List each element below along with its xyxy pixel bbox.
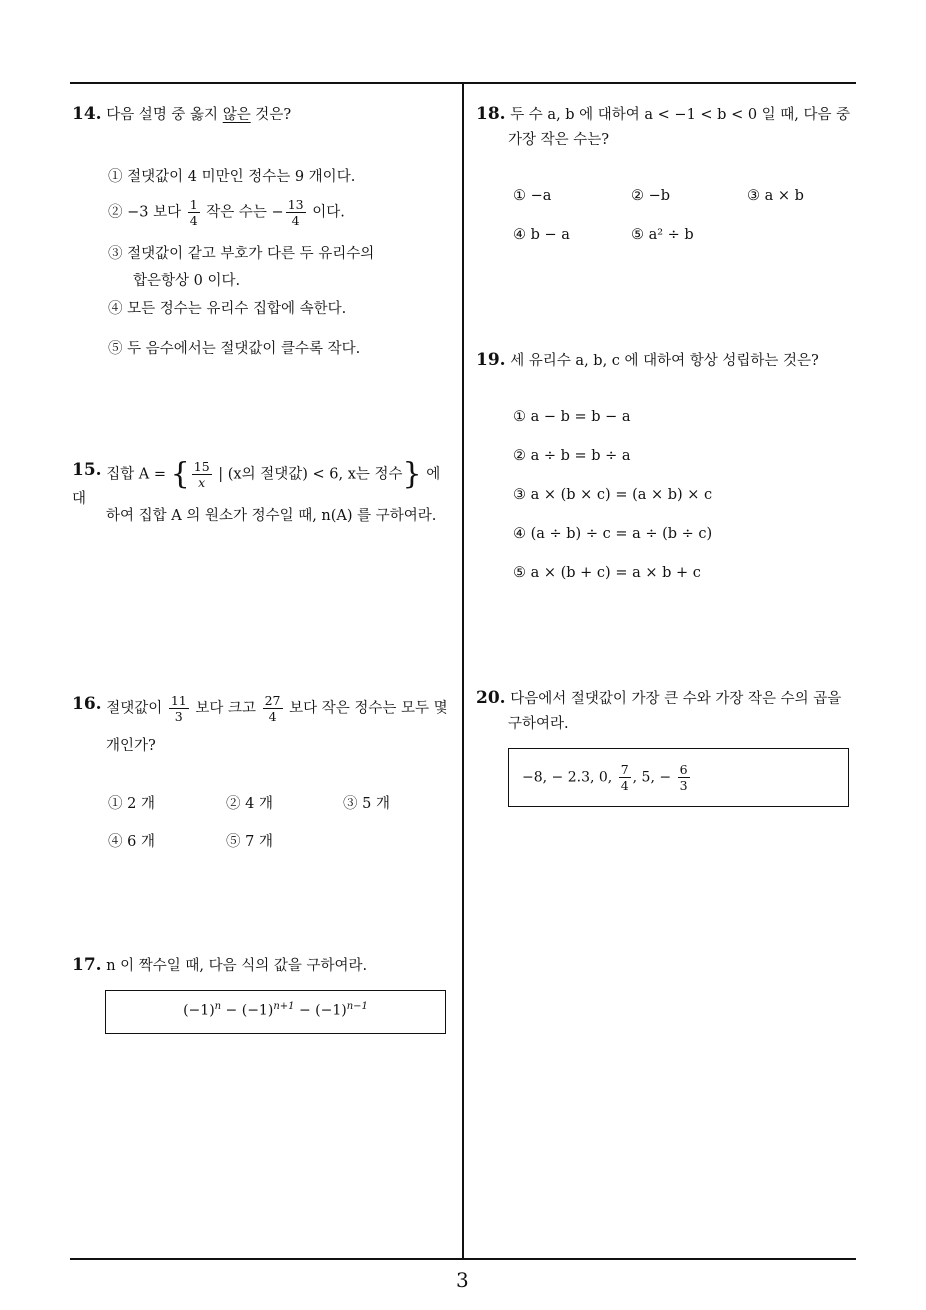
q16-option-5[interactable]: ⑤ 7 개 xyxy=(226,834,273,850)
fraction: $\frac{1}{4}$ xyxy=(189,197,198,228)
question-number: 14. xyxy=(72,104,102,124)
question-16: 16. 절댓값이 $\frac{11}{3}$ 보다 크고 $\frac{27}{4}$ 보다 작은 정수는 모두 몇 xyxy=(72,693,448,724)
q16-option-1[interactable]: ① 2 개 xyxy=(108,796,155,812)
question-20 xyxy=(476,688,861,709)
question-19 xyxy=(476,350,819,371)
fraction: $\frac{6}{3}$ xyxy=(679,762,688,793)
q14-option-2[interactable]: ② −3 보다 $\frac{1}{4}$ 작은 수는 − $\frac{13}{4}$ 이다. xyxy=(108,197,345,228)
question-15-line2: 하여 집합 A 의 원소가 정수일 때, n(A) 를 구하여라. xyxy=(106,508,437,524)
q14-option-3-cont: 합은항상 0 이다. xyxy=(133,273,241,289)
q16-option-4[interactable]: ④ 6 개 xyxy=(108,834,155,850)
q19-option-1[interactable]: ① a − b = b − a xyxy=(513,409,631,425)
question-text: 두 수 a, b 에 대하여 a < −1 < b < 0 일 때, 다음 중 xyxy=(510,107,851,123)
values: −8, − 2.3, 0, $\frac{7}{4}$ , 5, − $\frac{6}{3}$ xyxy=(522,762,688,793)
question-text: n 이 짝수일 때, 다음 식의 값을 구하여라. xyxy=(106,958,368,974)
question-number: 18. xyxy=(476,104,506,124)
question-text: 세 유리수 a, b, c 에 대하여 항상 성립하는 것은? xyxy=(510,353,819,369)
question-14 xyxy=(72,104,291,125)
q18-option-4[interactable]: ④ b − a xyxy=(513,227,570,243)
q17-expression-box xyxy=(105,990,446,1034)
q16-option-2[interactable]: ② 4 개 xyxy=(226,796,273,812)
q19-option-5[interactable]: ⑤ a × (b + c) = a × b + c xyxy=(513,565,701,581)
fraction: $\frac{7}{4}$ xyxy=(620,762,629,793)
page-number: 3 xyxy=(456,1268,469,1292)
q20-values-box xyxy=(508,748,849,807)
right-brace: } xyxy=(402,456,422,492)
q14-option-1[interactable]: ① 절댓값이 4 미만인 정수는 9 개이다. xyxy=(108,169,356,185)
question-20-line2: 구하여라. xyxy=(508,716,569,732)
question-text: 다음에서 절댓값이 가장 큰 수와 가장 작은 수의 곱을 xyxy=(510,691,842,707)
q18-option-2[interactable]: ② −b xyxy=(631,188,671,204)
q19-option-3[interactable]: ③ a × (b × c) = (a × b) × c xyxy=(513,487,713,503)
q18-option-1[interactable]: ① −a xyxy=(513,188,552,204)
left-brace: { xyxy=(170,456,190,492)
expression: $(-1)^n - (-1)^{n+1} - (-1)^{n-1}$ xyxy=(183,1001,368,1019)
question-16-line2: 개인가? xyxy=(106,738,156,754)
question-number: 15. xyxy=(72,460,102,480)
q16-option-3[interactable]: ③ 5 개 xyxy=(343,796,390,812)
question-number: 20. xyxy=(476,688,506,708)
question-number: 19. xyxy=(476,350,506,370)
question-18 xyxy=(476,104,861,125)
q18-option-3[interactable]: ③ a × b xyxy=(747,188,804,204)
q19-option-2[interactable]: ② a ÷ b = b ÷ a xyxy=(513,448,631,464)
question-17 xyxy=(72,955,367,976)
q18-option-5[interactable]: ⑤ a² ÷ b xyxy=(631,227,694,243)
q14-option-4[interactable]: ④ 모든 정수는 유리수 집합에 속한다. xyxy=(108,301,347,317)
question-number: 17. xyxy=(72,955,102,975)
question-text: 다음 설명 중 옳지 않은 것은? xyxy=(106,107,292,123)
question-15: 15. 집합 A = { $\frac{15}{x}$ | (x의 절댓값) < 6, x는 정수} 에 대 xyxy=(72,456,441,507)
bottom-rule xyxy=(70,1258,856,1260)
fraction: $\frac{11}{3}$ xyxy=(170,693,187,724)
column-divider xyxy=(462,82,464,1260)
question-number: 16. xyxy=(72,694,102,714)
fraction: $\frac{27}{4}$ xyxy=(264,693,281,724)
q19-option-4[interactable]: ④ (a ÷ b) ÷ c = a ÷ (b ÷ c) xyxy=(513,526,713,542)
q14-option-5[interactable]: ⑤ 두 음수에서는 절댓값이 클수록 작다. xyxy=(108,341,361,357)
q14-option-3[interactable]: ③ 절댓값이 같고 부호가 다른 두 유리수의 xyxy=(108,246,375,262)
fraction: $\frac{13}{4}$ xyxy=(287,197,304,228)
fraction: $\frac{15}{x}$ xyxy=(193,459,210,490)
question-18-line2: 가장 작은 수는? xyxy=(508,132,610,148)
